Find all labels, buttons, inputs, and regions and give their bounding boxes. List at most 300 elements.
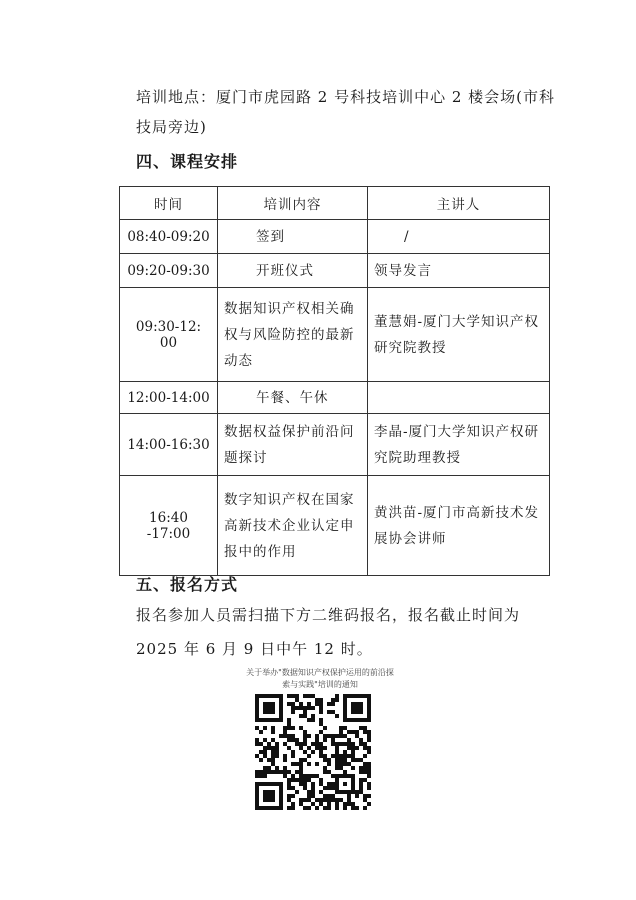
- qr-module: [259, 806, 263, 810]
- qr-module: [287, 694, 291, 698]
- qr-module: [323, 746, 327, 750]
- qr-module: [267, 702, 271, 706]
- qr-module: [275, 806, 279, 810]
- qr-module: [343, 774, 347, 778]
- qr-module: [355, 790, 359, 794]
- qr-module: [279, 706, 283, 710]
- qr-module: [363, 806, 367, 810]
- qr-module: [315, 738, 319, 742]
- qr-module: [359, 758, 363, 762]
- qr-module: [367, 730, 371, 734]
- qr-module: [267, 790, 271, 794]
- qr-module: [263, 738, 267, 742]
- qr-module: [299, 758, 303, 762]
- qr-module: [255, 718, 259, 722]
- qr-module: [367, 770, 371, 774]
- qr-module: [311, 694, 315, 698]
- qr-module: [303, 750, 307, 754]
- qr-module: [351, 766, 355, 770]
- qr-module: [263, 790, 267, 794]
- qr-module: [351, 706, 355, 710]
- qr-module: [271, 738, 275, 742]
- qr-module: [299, 702, 303, 706]
- row-time: 08:40-09:20: [120, 220, 218, 254]
- qr-module: [323, 786, 327, 790]
- qr-module: [267, 746, 271, 750]
- qr-module: [311, 786, 315, 790]
- qr-module: [299, 802, 303, 806]
- qr-module: [303, 786, 307, 790]
- qr-module: [343, 790, 347, 794]
- qr-module: [291, 786, 295, 790]
- qr-module: [359, 710, 363, 714]
- qr-module: [259, 774, 263, 778]
- qr-module: [255, 726, 259, 730]
- qr-module: [327, 782, 331, 786]
- qr-module: [283, 730, 287, 734]
- qr-module: [303, 694, 307, 698]
- qr-module: [259, 758, 263, 762]
- row-content: 数据知识产权相关确权与风险防控的最新动态: [218, 288, 368, 382]
- qr-module: [347, 742, 351, 746]
- qr-module: [323, 798, 327, 802]
- qr-module: [331, 774, 335, 778]
- qr-module: [307, 754, 311, 758]
- qr-module: [283, 774, 287, 778]
- qr-module: [355, 806, 359, 810]
- qr-module: [315, 774, 319, 778]
- qr-module: [263, 746, 267, 750]
- qr-module: [295, 698, 299, 702]
- row-time: 14:00-16:30: [120, 414, 218, 476]
- qr-module: [283, 766, 287, 770]
- qr-module: [335, 806, 339, 810]
- qr-module: [311, 794, 315, 798]
- qr-module: [299, 770, 303, 774]
- qr-module: [263, 806, 267, 810]
- qr-module: [319, 730, 323, 734]
- qr-module: [359, 702, 363, 706]
- qr-module: [271, 806, 275, 810]
- qr-module: [315, 798, 319, 802]
- qr-module: [287, 702, 291, 706]
- qr-module: [319, 778, 323, 782]
- qr-module: [351, 778, 355, 782]
- qr-module: [279, 798, 283, 802]
- qr-module: [359, 790, 363, 794]
- qr-module: [283, 742, 287, 746]
- qr-module: [287, 738, 291, 742]
- qr-module: [323, 734, 327, 738]
- qr-module: [271, 770, 275, 774]
- qr-module: [259, 694, 263, 698]
- qr-module: [367, 746, 371, 750]
- qr-module: [255, 770, 259, 774]
- qr-module: [343, 706, 347, 710]
- qr-module: [359, 742, 363, 746]
- qr-module: [323, 794, 327, 798]
- qr-module: [307, 706, 311, 710]
- qr-module: [283, 754, 287, 758]
- qr-module: [307, 734, 311, 738]
- qr-module: [263, 766, 267, 770]
- qr-module: [351, 750, 355, 754]
- qr-module: [363, 754, 367, 758]
- qr-module: [355, 710, 359, 714]
- qr-module: [255, 798, 259, 802]
- qr-module: [327, 770, 331, 774]
- qr-module: [331, 698, 335, 702]
- qr-module: [303, 758, 307, 762]
- qr-module: [351, 754, 355, 758]
- qr-module: [363, 770, 367, 774]
- qr-module: [283, 758, 287, 762]
- venue-text: 厦门市虎园路 2 号科技培训中心 2 楼会场(市科技局旁边): [136, 88, 556, 136]
- qr-module: [307, 774, 311, 778]
- qr-module: [335, 742, 339, 746]
- qr-module: [347, 738, 351, 742]
- qr-module: [347, 774, 351, 778]
- qr-module: [271, 730, 275, 734]
- qr-module: [263, 718, 267, 722]
- qr-module: [307, 798, 311, 802]
- qr-module: [259, 782, 263, 786]
- qr-module: [295, 742, 299, 746]
- qr-module: [331, 798, 335, 802]
- qr-module: [323, 738, 327, 742]
- qr-module: [359, 726, 363, 730]
- qr-module: [323, 770, 327, 774]
- qr-module: [291, 750, 295, 754]
- qr-module: [339, 774, 343, 778]
- qr-module: [347, 762, 351, 766]
- qr-module: [267, 794, 271, 798]
- qr-module: [351, 730, 355, 734]
- qr-module: [291, 706, 295, 710]
- qr-module: [319, 706, 323, 710]
- qr-module: [311, 714, 315, 718]
- qr-module: [267, 806, 271, 810]
- qr-module: [299, 726, 303, 730]
- row-time: 09:30-12: 00: [120, 288, 218, 382]
- header-content: 培训内容: [218, 187, 368, 220]
- qr-module: [255, 698, 259, 702]
- qr-module: [295, 762, 299, 766]
- qr-module: [343, 750, 347, 754]
- qr-module: [331, 782, 335, 786]
- qr-module: [303, 742, 307, 746]
- qr-module: [287, 786, 291, 790]
- qr-module: [303, 798, 307, 802]
- qr-module: [279, 734, 283, 738]
- qr-module: [359, 786, 363, 790]
- qr-module: [319, 710, 323, 714]
- row-speaker: 李晶-厦门大学知识产权研究院助理教授: [368, 414, 550, 476]
- qr-module: [311, 774, 315, 778]
- qr-module: [287, 722, 291, 726]
- qr-module: [343, 802, 347, 806]
- qr-module: [363, 718, 367, 722]
- qr-module: [347, 798, 351, 802]
- qr-module: [279, 710, 283, 714]
- qr-module: [303, 738, 307, 742]
- section-title-schedule: 四、课程安排: [136, 152, 239, 171]
- qr-module: [367, 734, 371, 738]
- qr-module: [343, 758, 347, 762]
- qr-module: [267, 742, 271, 746]
- qr-module: [339, 742, 343, 746]
- qr-module: [307, 778, 311, 782]
- qr-module: [299, 742, 303, 746]
- qr-module: [351, 802, 355, 806]
- qr-module: [291, 806, 295, 810]
- qr-module: [343, 762, 347, 766]
- qr-module: [275, 782, 279, 786]
- qr-module: [315, 746, 319, 750]
- qr-module: [343, 718, 347, 722]
- qr-module: [271, 694, 275, 698]
- qr-module: [351, 774, 355, 778]
- qr-module: [367, 750, 371, 754]
- row-speaker: 黄洪苗-厦门市高新技术发展协会讲师: [368, 476, 550, 576]
- row-content: 午餐、午休: [218, 382, 368, 414]
- qr-module: [299, 706, 303, 710]
- qr-module: [343, 726, 347, 730]
- qr-module: [291, 738, 295, 742]
- qr-module: [347, 746, 351, 750]
- qr-module: [363, 798, 367, 802]
- qr-module: [315, 702, 319, 706]
- table-row: [120, 382, 550, 414]
- qr-module: [263, 750, 267, 754]
- qr-module: [275, 754, 279, 758]
- qr-module: [343, 714, 347, 718]
- qr-module: [279, 718, 283, 722]
- qr-module: [351, 694, 355, 698]
- qr-module: [279, 790, 283, 794]
- qr-module: [279, 806, 283, 810]
- qr-module: [367, 782, 371, 786]
- row-speaker: 领导发言: [368, 254, 550, 288]
- qr-module: [279, 714, 283, 718]
- qr-module: [307, 702, 311, 706]
- qr-module: [271, 794, 275, 798]
- qr-module: [255, 782, 259, 786]
- qr-module: [335, 774, 339, 778]
- qr-module: [315, 742, 319, 746]
- table-row: [120, 220, 550, 254]
- qr-module: [287, 718, 291, 722]
- qr-module: [319, 702, 323, 706]
- qr-module: [327, 794, 331, 798]
- qr-module: [323, 754, 327, 758]
- qr-module: [287, 726, 291, 730]
- qr-module: [279, 802, 283, 806]
- table-row: [120, 254, 550, 288]
- qr-module: [347, 794, 351, 798]
- qr-module: [319, 718, 323, 722]
- qr-module: [263, 770, 267, 774]
- qr-module: [291, 762, 295, 766]
- qr-module: [367, 786, 371, 790]
- qr-module: [267, 782, 271, 786]
- qr-module: [255, 714, 259, 718]
- qr-module: [347, 718, 351, 722]
- qr-module: [307, 794, 311, 798]
- qr-module: [335, 786, 339, 790]
- qr-module: [287, 778, 291, 782]
- qr-module: [315, 698, 319, 702]
- venue-label: 培训地点：: [136, 88, 217, 106]
- qr-module: [307, 746, 311, 750]
- qr-module: [287, 734, 291, 738]
- qr-module: [287, 794, 291, 798]
- qr-module: [331, 710, 335, 714]
- qr-module: [335, 782, 339, 786]
- qr-module: [355, 718, 359, 722]
- qr-module: [327, 798, 331, 802]
- qr-module: [343, 806, 347, 810]
- qr-module: [367, 774, 371, 778]
- qr-module: [335, 758, 339, 762]
- qr-module: [315, 762, 319, 766]
- qr-module: [359, 738, 363, 742]
- qr-module: [319, 754, 323, 758]
- qr-module: [367, 710, 371, 714]
- qr-module: [335, 714, 339, 718]
- qr-module: [367, 766, 371, 770]
- qr-module: [363, 730, 367, 734]
- qr-module: [367, 802, 371, 806]
- qr-module: [303, 774, 307, 778]
- qr-module: [363, 694, 367, 698]
- qr-module: [355, 702, 359, 706]
- qr-module: [319, 746, 323, 750]
- qr-module: [367, 694, 371, 698]
- table-row: [120, 414, 550, 476]
- qr-module: [271, 718, 275, 722]
- qr-module: [295, 706, 299, 710]
- qr-module: [275, 718, 279, 722]
- qr-module: [351, 742, 355, 746]
- qr-module: [295, 770, 299, 774]
- qr-caption: [230, 667, 410, 691]
- qr-module: [359, 778, 363, 782]
- qr-module: [303, 730, 307, 734]
- qr-module: [267, 798, 271, 802]
- row-content: 签到: [218, 220, 368, 254]
- qr-module: [279, 786, 283, 790]
- qr-module: [327, 758, 331, 762]
- qr-module: [351, 758, 355, 762]
- qr-module: [255, 774, 259, 778]
- qr-module: [311, 706, 315, 710]
- qr-module: [327, 802, 331, 806]
- qr-module: [347, 730, 351, 734]
- qr-module: [347, 694, 351, 698]
- qr-module: [335, 734, 339, 738]
- qr-module: [263, 702, 267, 706]
- qr-module: [339, 726, 343, 730]
- qr-module: [355, 706, 359, 710]
- qr-module: [335, 762, 339, 766]
- row-speaker: [368, 382, 550, 414]
- qr-module: [331, 734, 335, 738]
- qr-module: [359, 694, 363, 698]
- qr-module: [351, 718, 355, 722]
- qr-module: [355, 746, 359, 750]
- qr-module: [271, 726, 275, 730]
- qr-module: [291, 754, 295, 758]
- qr-module: [327, 762, 331, 766]
- qr-module: [367, 706, 371, 710]
- qr-module: [263, 798, 267, 802]
- qr-module: [339, 758, 343, 762]
- qr-module: [363, 746, 367, 750]
- qr-module: [327, 710, 331, 714]
- qr-module: [351, 790, 355, 794]
- qr-module: [359, 770, 363, 774]
- qr-module: [363, 762, 367, 766]
- qr-module: [259, 770, 263, 774]
- qr-module: [263, 782, 267, 786]
- qr-module: [255, 702, 259, 706]
- qr-module: [319, 802, 323, 806]
- row-speaker: 董慧娟-厦门大学知识产权研究院教授: [368, 288, 550, 382]
- qr-module: [319, 790, 323, 794]
- table-header-row: [120, 187, 550, 220]
- qr-caption-line1: 关于举办"数据知识产权保护运用的前沿探: [246, 668, 394, 677]
- qr-module: [347, 790, 351, 794]
- qr-module: [343, 710, 347, 714]
- qr-module: [263, 754, 267, 758]
- row-content: 数字知识产权在国家高新技术企业认定申报中的作用: [218, 476, 368, 576]
- qr-module: [271, 758, 275, 762]
- qr-module: [311, 790, 315, 794]
- qr-caption-line2: 索与实践"培训的通知: [282, 680, 358, 689]
- qr-module: [287, 798, 291, 802]
- qr-module: [299, 714, 303, 718]
- qr-module: [271, 746, 275, 750]
- qr-module: [331, 702, 335, 706]
- header-speaker: 主讲人: [368, 187, 550, 220]
- schedule-table: [119, 186, 550, 576]
- qr-module: [355, 734, 359, 738]
- qr-module: [307, 718, 311, 722]
- qr-module: [303, 806, 307, 810]
- qr-module: [295, 778, 299, 782]
- qr-module: [343, 754, 347, 758]
- qr-module: [255, 802, 259, 806]
- qr-module: [347, 754, 351, 758]
- qr-module: [299, 778, 303, 782]
- qr-module: [327, 734, 331, 738]
- qr-module: [303, 714, 307, 718]
- qr-module: [271, 750, 275, 754]
- qr-module: [279, 794, 283, 798]
- qr-module: [335, 802, 339, 806]
- qr-module: [307, 694, 311, 698]
- qr-module: [299, 762, 303, 766]
- qr-code-icon[interactable]: [255, 694, 371, 810]
- qr-module: [299, 746, 303, 750]
- qr-module: [359, 706, 363, 710]
- qr-module: [267, 770, 271, 774]
- section-title-signup: 五、报名方式: [136, 575, 239, 594]
- qr-module: [351, 710, 355, 714]
- qr-module: [287, 770, 291, 774]
- qr-module: [255, 706, 259, 710]
